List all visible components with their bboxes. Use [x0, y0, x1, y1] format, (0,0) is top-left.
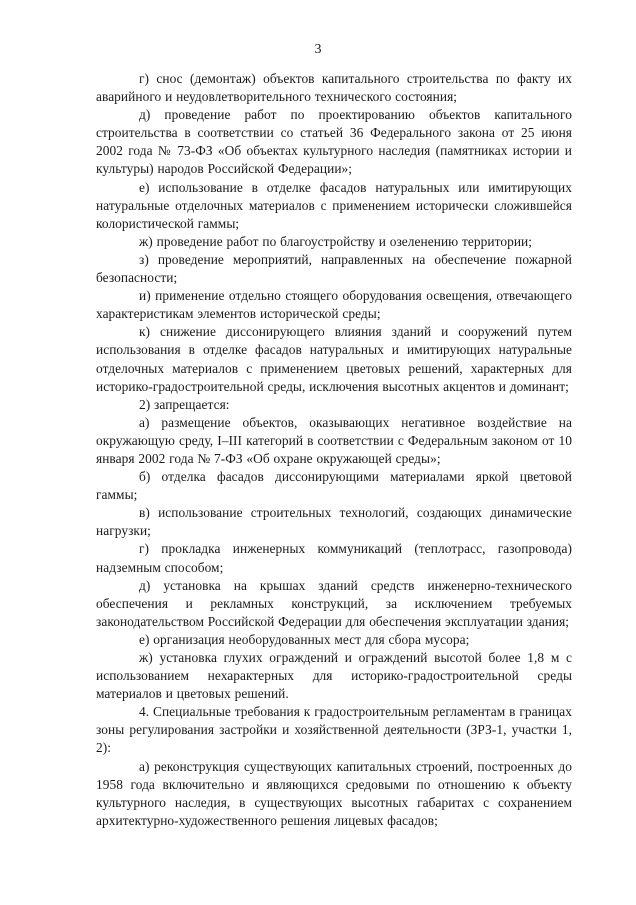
- paragraph-waste-sites: е) организация необорудованных мест для сбора мусора;: [139, 631, 470, 647]
- paragraph-zone-requirements: 4. Специальные требования к градостроительным регламентам в границах зоны регулирования застройки и хозяйственной деятельности (ЗРЗ-1, участки 1, 2):: [96, 704, 572, 756]
- paragraph-overground-utilities: г) прокладка инженерных коммуникаций (теплотрасс, газопровода) надземным способом;: [96, 541, 572, 575]
- paragraph-negative-impact: а) размещение объектов, оказывающих негативное воздействие на окружающую среду, I–III категорий в соответствии с Федеральным законом от 10 января 2002 года № 7-ФЗ «Об охране окружающей среды»;: [96, 414, 572, 466]
- paragraph-demolition: г) снос (демонтаж) объектов капитального строительства по факту их аварийного и неудовлетворительного технического состояния;: [96, 71, 572, 105]
- paragraph-landscaping: ж) проведение работ по благоустройству и озеленению территории;: [139, 233, 533, 249]
- paragraph-rooftop-equipment: д) установка на крышах зданий средств инженерно-технического обеспечения и рекламных конструкций, за исключением требуемых законодательством Российской Федерации для обеспечения эксплуатации здания;: [96, 577, 572, 629]
- paragraph-reconstruction: а) реконструкция существующих капитальных строений, построенных до 1958 года включительно и являющихся средовыми по отношению к объекту культурного наследия, в существующих высотных габаритах с сохранением архитектурно-художественного решения лицевых фасадов;: [96, 758, 572, 828]
- paragraph-dissonance-reduction: к) снижение диссонирующего влияния зданий и сооружений путем использования в отделке фасадов натуральных и имитирующих натуральные отделочных материалов с применением цветовых решений, характерных для историко-градостроительной среды, исключения высотных акцентов и доминант;: [96, 324, 572, 394]
- paragraph-dynamic-loads: в) использование строительных технологий, создающих динамические нагрузки;: [96, 505, 572, 539]
- paragraph-design-works: д) проведение работ по проектированию объектов капитального строительства в соответствии со статьей 36 Федерального закона от 25 июня 2002 года № 73-ФЗ «Об объектах культурного наследия (памятниках истории и культуры) народов Российской Федерации»;: [96, 107, 572, 177]
- paragraph-bright-facades: б) отделка фасадов диссонирующими материалами яркой цветовой гаммы;: [96, 469, 572, 503]
- paragraph-fire-safety: з) проведение мероприятий, направленных на обеспечение пожарной безопасности;: [96, 251, 572, 286]
- document-body: [96, 70, 572, 830]
- paragraph-prohibited-heading: 2) запрещается:: [139, 396, 230, 412]
- page-number: 3: [314, 42, 322, 57]
- paragraph-lighting: и) применение отдельно стоящего оборудования освещения, отвечающего характеристикам элементов исторической среды;: [96, 288, 572, 322]
- paragraph-facade-materials: е) использование в отделке фасадов натуральных или имитирующих натуральные отделочных материалов с применением исторически сложившейся колористической гаммы;: [96, 179, 572, 231]
- paragraph-fences: ж) установка глухих ограждений и ограждений высотой более 1,8 м с использованием нехарактерных для историко-градостроительной среды материалов и цветовых решений.: [96, 650, 572, 702]
